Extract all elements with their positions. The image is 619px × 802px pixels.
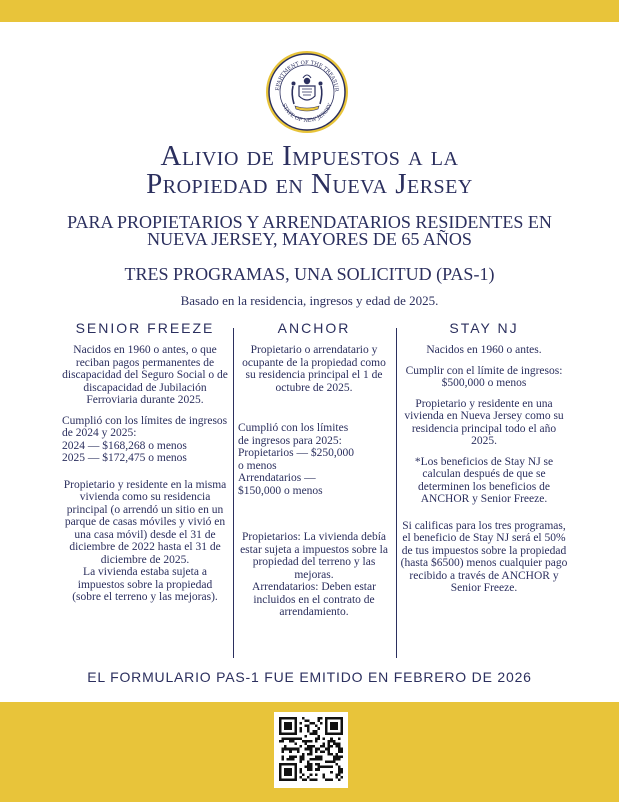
programs-line: TRES PROGRAMAS, UNA SOLICITUD (PAS-1) — [124, 264, 495, 284]
anchor-income-line-2: de ingresos para 2025: — [238, 434, 342, 447]
anchor-occupancy: Propietario o arrendatario y ocupante de la propiedad como su residencia principal el 1 de octubre de 2025. — [242, 344, 386, 394]
anchor-income-line-4: o menos — [238, 459, 277, 472]
subtitle-line-1: PARA PROPIETARIOS Y ARRENDATARIOS RESIDENTES EN — [67, 212, 552, 232]
senior-freeze-heading: SENIOR FREEZE — [75, 320, 215, 336]
title-line-2: Propiedad en Nueva Jersey — [146, 168, 473, 200]
title-line-1: Alivio de Impuestos a la — [160, 140, 459, 172]
anchor-income-limits — [238, 422, 390, 497]
page-subtitle — [20, 214, 599, 248]
stay-nj-note: *Los beneficios de Stay NJ se calculan después de que se determinen los beneficios de ANCHOR y Senior Freeze. — [414, 455, 554, 505]
qr-code-panel[interactable] — [274, 712, 348, 788]
senior-freeze-income-lead: Cumplió con los límites de ingresos de 2024 y 2025: — [62, 414, 228, 439]
stay-nj-heading: STAY NJ — [449, 320, 519, 336]
subtitle-line-2: NUEVA JERSEY, MAYORES DE 65 AÑOS — [147, 229, 472, 249]
anchor-owners-requirement: Propietarios: La vivienda debía estar sujeta a impuestos sobre la propiedad del terreno y las mejoras. — [240, 531, 388, 581]
column-divider-2 — [396, 328, 397, 658]
qr-code-icon[interactable] — [279, 717, 343, 781]
anchor-income-line-5: Arrendatarios — — [238, 472, 316, 484]
senior-freeze-income-2024: 2024 — $168,268 o menos — [62, 439, 187, 452]
senior-freeze-income-limits — [62, 415, 228, 465]
anchor-income-line-6: $150,000 o menos — [238, 484, 323, 497]
stay-nj-residency: Propietario y residente en una vivienda en Nueva Jersey como su residencia principal todo el año 2025. — [404, 397, 564, 447]
stay-nj-income-lead: Cumplir con el límite de ingresos: — [405, 364, 563, 377]
stay-nj-column — [400, 320, 568, 660]
page-title — [0, 142, 619, 198]
senior-freeze-residency: Propietario y residente en la misma vivienda como su residencia principal (o arrendó un sitio en un parque de casas móviles y vivió en una casa móvil) desde el 31 de diciembre de 2022 hasta el 31 de diciembre de 2025. — [63, 478, 227, 566]
anchor-column — [238, 320, 390, 660]
basis-line: Basado en la residencia, ingresos y edad de 2025. — [180, 293, 439, 308]
seal-top-text: EPARTMENT OF THE TREASUR — [274, 59, 340, 92]
stay-nj-income-amount: $500,000 o menos — [441, 377, 527, 389]
footer-issued-note: EL FORMULARIO PAS-1 FUE EMITIDO EN FEBRERO DE 2026 — [87, 669, 532, 685]
anchor-renters-requirement: Arrendatarios: Deben estar incluidos en el contrato de arrendamiento. — [252, 581, 376, 618]
stay-nj-income-limit — [400, 365, 568, 390]
senior-freeze-property-tax: La vivienda estaba sujeta a impuestos sobre la propiedad (sobre el terreno y las mejoras). — [72, 566, 218, 603]
stay-nj-age: Nacidos en 1960 o antes. — [426, 344, 542, 356]
senior-freeze-eligibility-age: Nacidos en 1960 o antes, o que reciban pagos permanentes de discapacidad del Seguro Social o de discapacidad de Jubilación Ferroviaria durante 2025. — [62, 344, 228, 406]
senior-freeze-income-2025: 2025 — $172,475 o menos — [62, 452, 187, 464]
seal-bottom-text: STATE OF NEW JERSEY — [280, 102, 334, 125]
senior-freeze-column — [62, 320, 228, 660]
nj-treasury-seal-icon — [265, 50, 349, 134]
stay-nj-benefit: Si calificas para los tres programas, el beneficio de Stay NJ será el 50% de tus impuestos sobre la propiedad (hasta $6500) menos cualquier pago recibido a través de ANCHOR y Senior Freeze. — [400, 519, 568, 594]
column-divider-1 — [233, 328, 234, 658]
top-color-band — [0, 0, 619, 22]
anchor-income-line-1: Cumplió con los límites — [238, 422, 349, 434]
anchor-income-line-3: Propietarios — $250,000 — [238, 447, 354, 459]
anchor-heading: ANCHOR — [277, 320, 351, 336]
